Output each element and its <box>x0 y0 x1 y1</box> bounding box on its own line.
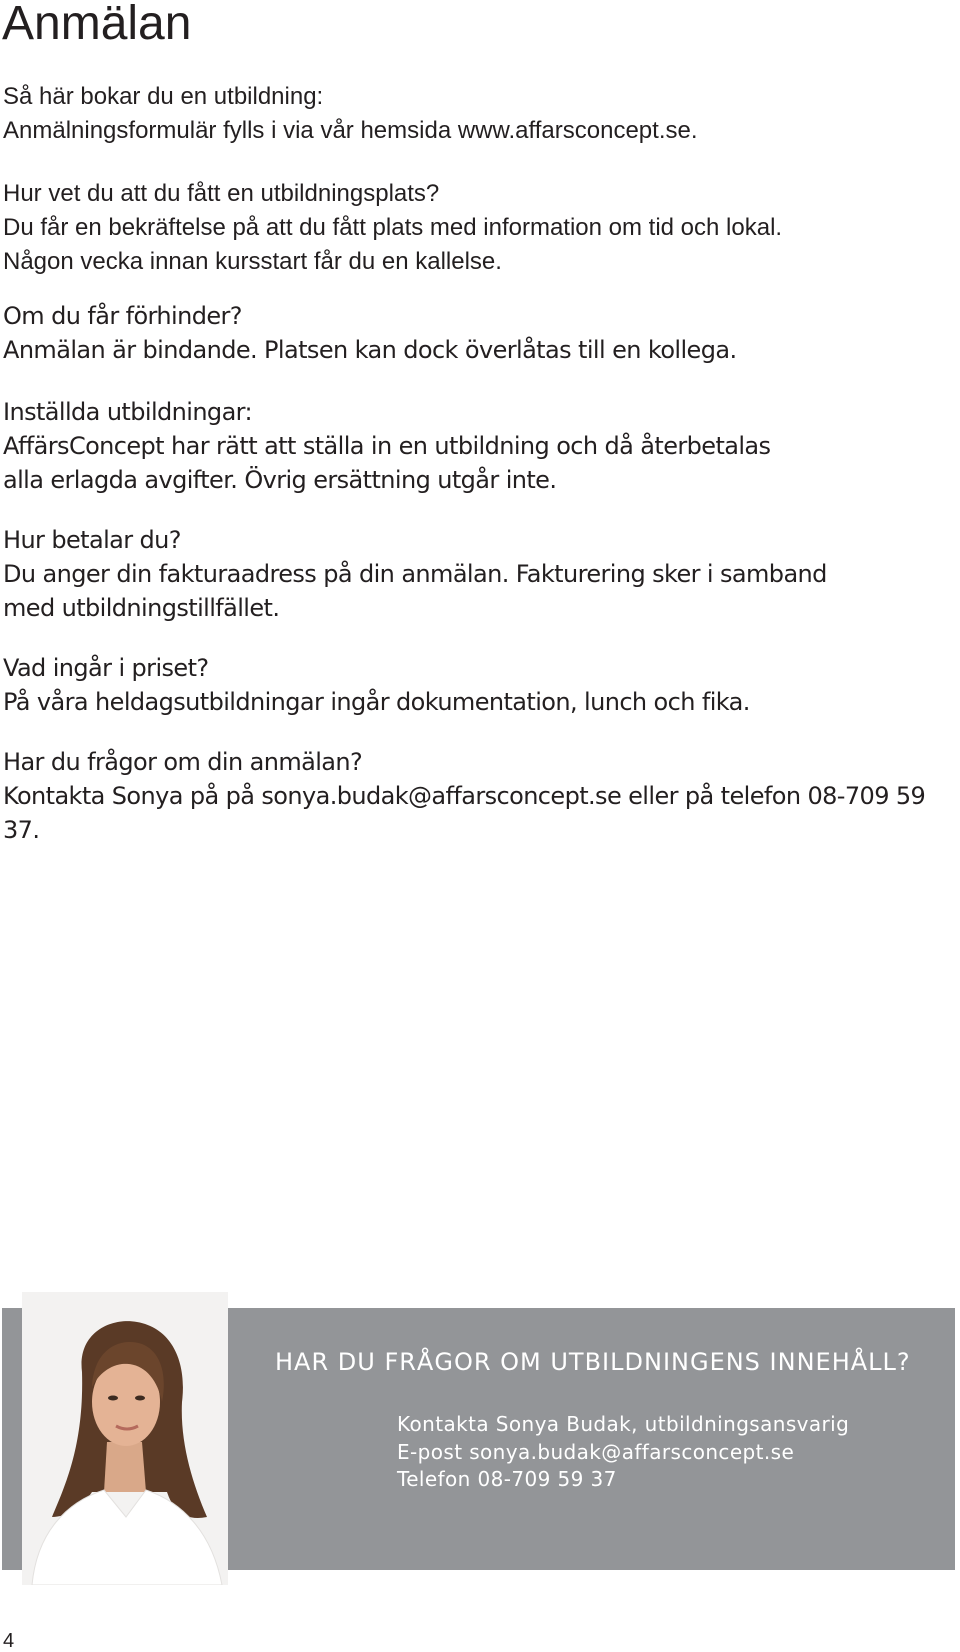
section-text: alla erlagda avgifter. Övrig ersättning utgår inte. <box>3 466 557 494</box>
section-betalning <box>3 523 953 625</box>
contact-email: E-post sonya.budak@affarsconcept.se <box>397 1440 795 1464</box>
section-text: Någon vecka innan kursstart får du en kallelse. <box>3 248 502 275</box>
section-text: Du anger din fakturaadress på din anmälan. Fakturering sker i samband <box>3 560 827 588</box>
section-priset <box>3 651 953 719</box>
section-text: Anmälan är bindande. Platsen kan dock överlåtas till en kollega. <box>3 336 737 364</box>
section-text: Kontakta Sonya på på sonya.budak@affarsconcept.se eller på telefon 08-709 59 37. <box>3 782 926 844</box>
portrait-image <box>22 1292 228 1585</box>
section-text: Du får en bekräftelse på att du fått plats med information om tid och lokal. <box>3 214 783 241</box>
page-title: Anmälan <box>2 0 192 50</box>
intro-section <box>3 80 923 279</box>
section-installda <box>3 395 953 497</box>
section-text: Anmälningsformulär fylls i via vår hemsida www.affarsconcept.se. <box>3 117 698 144</box>
section-text: AffärsConcept har rätt att ställa in en utbildning och då återbetalas <box>3 432 771 460</box>
contact-name: Kontakta Sonya Budak, utbildningsansvarig <box>397 1412 850 1436</box>
banner-heading: HAR DU FRÅGOR OM UTBILDNINGENS INNEHÅLL? <box>275 1348 911 1376</box>
section-text: med utbildningstillfället. <box>3 594 280 622</box>
contact-person-photo <box>22 1292 228 1585</box>
page-number: 4 <box>3 1630 15 1652</box>
section-text: På våra heldagsutbildningar ingår dokumentation, lunch och fika. <box>3 688 750 716</box>
section-fragor <box>3 745 953 847</box>
section-question: Om du får förhinder? <box>3 302 242 330</box>
section-question: Vad ingår i priset? <box>3 654 209 682</box>
section-forhinder <box>3 299 953 367</box>
section-question: Har du frågor om din anmälan? <box>3 748 363 776</box>
section-question: Hur vet du att du fått en utbildningsplats? <box>3 180 440 207</box>
section-question: Så här bokar du en utbildning: <box>3 83 324 110</box>
section-question: Hur betalar du? <box>3 526 181 554</box>
section-question: Inställda utbildningar: <box>3 398 253 426</box>
contact-phone: Telefon 08-709 59 37 <box>397 1467 617 1491</box>
